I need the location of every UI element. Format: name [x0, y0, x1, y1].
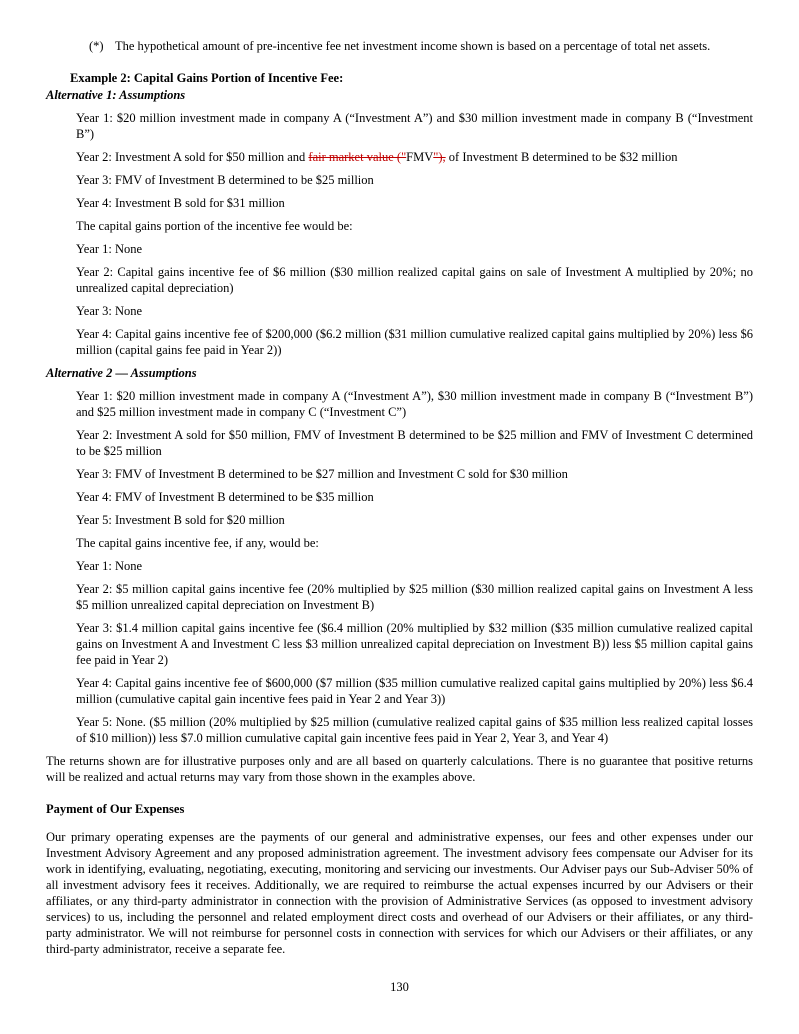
alt1-year2-assumption-redline — [76, 149, 753, 165]
redline-after-text: of Investment B determined to be $32 million — [445, 150, 678, 164]
redline-kept-text: FMV — [406, 150, 434, 164]
alt1-fee-year4: Year 4: Capital gains incentive fee of $200,000 ($6.2 million ($31 million cumulative realized capital gains multiplied by 20%) less $6 million (capital gains fee paid in Year 2)) — [76, 327, 753, 357]
alt2-fee-year2: Year 2: $5 million capital gains incentive fee (20% multiplied by $25 million ($30 million realized capital gains on Investment A less $5 million unrealized capital depreciation on Investment B) — [76, 582, 753, 612]
alt1-fee-year2: Year 2: Capital gains incentive fee of $6 million ($30 million realized capital gains on sale of Investment A multiplied by 20%; no unrealized capital depreciation) — [76, 265, 753, 295]
alt2-fee-year1: Year 1: None — [76, 559, 143, 573]
returns-disclaimer: The returns shown are for illustrative purposes only and are all based on quarterly calculations. There is no guarantee that positive returns will be realized and actual returns may vary from those shown in the examples above. — [46, 754, 753, 784]
example2-heading: Example 2: Capital Gains Portion of Incentive Fee: — [70, 71, 344, 85]
footnote-text: The hypothetical amount of pre-incentive fee net investment income shown is based on a percentage of total net assets. — [115, 39, 711, 53]
alt2-year4-assumption: Year 4: FMV of Investment B determined to be $35 million — [76, 490, 374, 504]
alt1-fee-leadin: The capital gains portion of the incentive fee would be: — [76, 219, 353, 233]
alt1-year4-assumption: Year 4: Investment B sold for $31 million — [76, 196, 285, 210]
expenses-paragraph: Our primary operating expenses are the payments of our general and administrative expenses, our fees and other expenses under our Investment Advisory Agreement and any proposed administration agreement. The investment advisory fees compensate our Adviser for its work in identifying, evaluating, negotiating, executing, monitoring and servicing our investments. Our Adviser pays our Sub-Adviser 50% of all investment advisory fees it receives. Additionally, we are required to reimburse the actual expenses incurred by our Advisers or their affiliates, or any third-party administrator in connection with the provision of Administrative Services (as opposed to investment advisory services) to us, including the personnel and related employment direct costs and overhead of our Advisers or their affiliates, or any third-party administrator. We will not reimburse for personnel costs in connection with services for which our Advisers or their affiliates, or any third-party administrator, receive a separate fee. — [46, 830, 753, 956]
alt2-fee-year4: Year 4: Capital gains incentive fee of $600,000 ($7 million ($35 million cumulative realized capital gains multiplied by 20%) less $6.4 million (cumulative capital gain incentive fees paid in Year 2 and Year 3)) — [76, 676, 753, 706]
alt2-year1-assumption: Year 1: $20 million investment made in company A (“Investment A”), $30 million investment made in company B (“Investment B”) and $25 million investment made in company C (“Investment C”) — [76, 389, 753, 419]
alt2-year3-assumption: Year 3: FMV of Investment B determined to be $27 million and Investment C sold for $30 million — [76, 467, 568, 481]
redline-deleted-text: "), — [433, 150, 446, 164]
payment-of-expenses-heading: Payment of Our Expenses — [46, 802, 185, 816]
alt1-fee-year3: Year 3: None — [76, 304, 143, 318]
redline-deleted-text: fair market value (" — [308, 150, 407, 164]
alternative2-heading: Alternative 2 — Assumptions — [46, 366, 197, 380]
alt2-year5-assumption: Year 5: Investment B sold for $20 million — [76, 513, 285, 527]
alt2-fee-leadin: The capital gains incentive fee, if any, would be: — [76, 536, 319, 550]
alt2-year2-assumption: Year 2: Investment A sold for $50 million, FMV of Investment B determined to be $25 million and FMV of Investment C determined to be $25 million — [76, 428, 753, 458]
footnote — [89, 38, 753, 54]
alt1-year1-assumption: Year 1: $20 million investment made in company A (“Investment A”) and $30 million investment made in company B (“Investment B”) — [76, 111, 753, 141]
alternative1-heading: Alternative 1: Assumptions — [46, 88, 186, 102]
page-number: 130 — [390, 980, 409, 994]
alt2-fee-year5: Year 5: None. ($5 million (20% multiplied by $25 million (cumulative realized capital gains of $35 million less realized capital losses of $10 million)) less $7.0 million cumulative capital gain incentive fees paid in Year 2, Year 3, and Year 4) — [76, 715, 753, 745]
redline-before-text: Year 2: Investment A sold for $50 million and — [76, 150, 309, 164]
alt2-fee-year3: Year 3: $1.4 million capital gains incentive fee ($6.4 million (20% multiplied by $32 million ($35 million cumulative realized capital gains on Investment A and Investment C less $3 million unrealized capital depreciation on Investment B)) less $5 million capital gains fee paid in Year 2) — [76, 621, 753, 667]
footnote-marker: (*) — [89, 39, 104, 53]
alt1-year3-assumption: Year 3: FMV of Investment B determined to be $25 million — [76, 173, 374, 187]
alt1-fee-year1: Year 1: None — [76, 242, 143, 256]
